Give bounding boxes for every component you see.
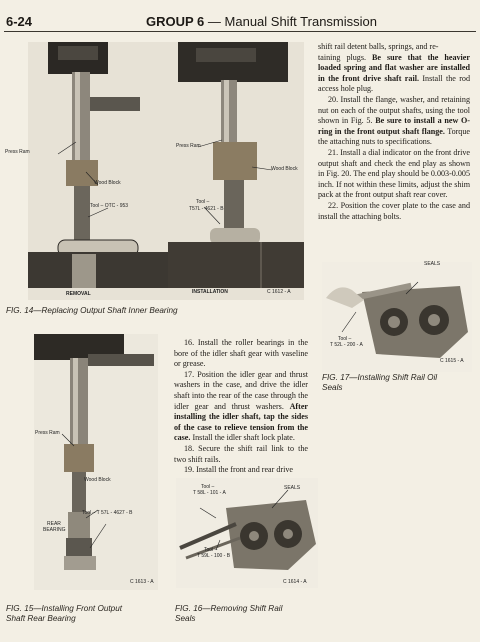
fig15-label-wood-block: Wood Block	[84, 477, 111, 483]
fig15-caption-line-2: Shaft Rear Bearing	[6, 613, 76, 623]
running-header	[146, 14, 377, 29]
fig16-label-tool-2a: Tool –	[204, 547, 218, 553]
right-column-text	[318, 42, 470, 222]
fig14-label-press-ram-left: Press Ram	[5, 149, 30, 155]
fig16-caption-line-2: Seals	[175, 613, 196, 623]
fig17-label-code: C 1615 - A	[440, 358, 464, 364]
fig17-illustration	[322, 262, 472, 372]
middle-column-text	[174, 338, 308, 476]
fig14-label-installation: INSTALLATION	[192, 289, 228, 295]
middle-col-para-17	[174, 370, 308, 444]
fig15-caption	[6, 604, 166, 623]
fig14-label-wood-block-right: Wood Block	[271, 166, 298, 172]
middle-col-para-19: 19. Install the front and rear drive	[184, 465, 294, 475]
middle-col-para-17b: After installing the idler shaft, tap the sides of the case to relieve tension from the case.	[174, 401, 308, 443]
group-label: GROUP 6	[146, 14, 205, 29]
right-col-para-19	[318, 53, 470, 95]
fig16-caption-line-1: FIG. 16—Removing Shift Rail	[175, 604, 283, 613]
right-col-line-1: shift rail detent balls, springs, and re-	[318, 42, 439, 51]
fig14-illustration	[28, 42, 304, 300]
fig17-label-seals: SEALS	[424, 261, 441, 267]
right-col-line-3: Install the rod access hole plug.	[318, 73, 470, 94]
header-dash: —	[207, 14, 221, 29]
right-col-bold-2: Be sure to install a new O-ring in the front output shaft flange.	[318, 116, 470, 136]
fig17-caption-line-2: Seals	[322, 382, 343, 392]
fig14-label-tool-right-1: Tool –	[196, 199, 210, 205]
right-col-para-20	[318, 95, 470, 148]
fig16-label-code: C 1614 - A	[283, 579, 307, 585]
middle-col-para-17c: Install the idler shaft lock plate.	[192, 433, 295, 443]
fig14-label-removal: REMOVAL	[66, 291, 91, 297]
middle-col-para-18: 18. Secure the shift rail link to the two shift rails.	[174, 443, 308, 464]
header-title: Manual Shift Transmission	[224, 14, 377, 29]
fig15-illustration	[34, 334, 158, 590]
fig14-label-wood-block-left: Wood Block	[94, 180, 121, 186]
fig16-label-tool-2b: T 59L - 100 - B	[197, 553, 231, 559]
right-col-para-22: 22. Position the cover plate to the case and install the attaching bolts.	[318, 200, 470, 221]
fig15-label-press-ram: Press Ram	[35, 430, 60, 436]
right-col-bold-1: Be sure that the heavier loaded spring and flat washer are installed in the front drive shaft rail.	[318, 52, 470, 83]
fig14-label-tool-left: Tool – OTC - 953	[90, 203, 129, 209]
fig17-label-tool-a: Tool –	[338, 336, 352, 342]
fig17-label-tool-b: T 52L - 200 - A	[330, 342, 363, 348]
header-rule	[4, 31, 476, 32]
fig15-label-bearing: BEARING	[43, 527, 66, 533]
fig17-caption-line-1: FIG. 17—Installing Shift Rail Oil	[322, 373, 438, 382]
fig16-label-seals: SEALS	[284, 485, 301, 491]
fig16-label-tool-1a: Tool –	[201, 484, 215, 490]
right-col-line-5: Torque the attaching nuts to specifications.	[318, 126, 470, 147]
fig15-caption-line-1: FIG. 15—Installing Front Output	[6, 604, 123, 613]
fig14-label-press-ram-right: Press Ram	[176, 143, 201, 149]
fig14-label-tool-right-2: T57L - 4621 - B	[189, 206, 224, 212]
fig15-label-rear: REAR	[47, 521, 61, 527]
fig16-caption	[175, 604, 325, 623]
right-col-para-21: 21. Install a dial indicator on the front drive output shaft and check the end play as shown in Fig. 20. The end play should be 0.003-0.005 inch. If not within these limits, adjust the shim pack at the front output shaft rear cover.	[318, 147, 470, 200]
fig14-photo	[28, 42, 304, 300]
fig17-photo	[322, 262, 472, 372]
fig15-label-tool: Tool – T 57L - 4627 - B	[82, 510, 133, 516]
fig17-caption	[322, 373, 474, 392]
middle-col-para-16: 16. Install the roller bearings in the bore of the idler shaft gear with vaseline or grease.	[174, 338, 308, 369]
fig14-caption: FIG. 14—Replacing Output Shaft Inner Bearing	[6, 306, 178, 315]
fig16-label-tool-1b: T 58L - 101 - A	[193, 490, 226, 496]
fig15-photo	[34, 334, 158, 590]
fig15-label-code: C 1613 - A	[130, 579, 154, 585]
middle-col-para-17a: 17. Position the idler gear and thrust washers in the case, and drive the idler shaft into the rear of the case through the idler gear and thrust washers.	[174, 369, 308, 411]
right-col-line-4: 20. Install the flange, washer, and retaining nut on each of the output shafts, using the tool shown in Fig. 5.	[318, 94, 470, 126]
fig14-label-code: C 1612 - A	[267, 289, 291, 295]
page-number: 6-24	[6, 14, 33, 29]
right-col-line-2: taining plugs.	[318, 52, 367, 62]
